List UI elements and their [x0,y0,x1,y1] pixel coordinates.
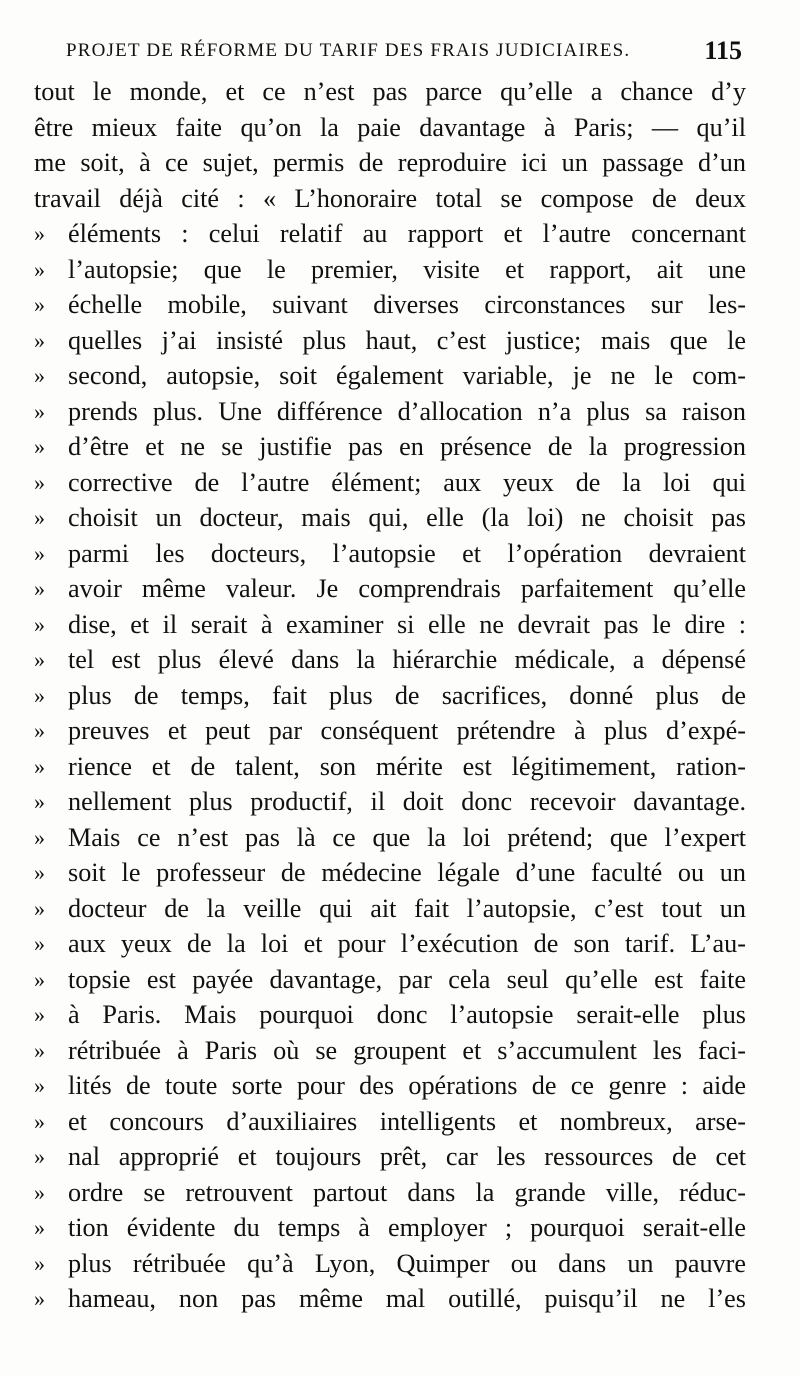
quote-mark: » [34,966,45,992]
line-text: nal approprié et toujours prêt, car les ressources de cet [68,1142,746,1171]
quote-mark: » [34,1144,45,1169]
text-line [34,181,746,217]
text-line [34,642,746,678]
line-text: prends plus. Une différence d’allocation n’a plus sa raison [68,396,746,426]
text-line [34,1104,746,1140]
text-line [34,749,746,785]
line-text: rétribuée à Paris où se groupent et s’accumulent les faci- [68,1035,746,1065]
quote-mark: » [34,860,45,885]
line-text: parmi les docteurs, l’autopsie et l’opération devraient [68,538,746,568]
line-text: corrective de l’autre élément; aux yeux de la loi qui [68,467,746,497]
text-line [34,323,746,359]
line-text: à Paris. Mais pourquoi donc l’autopsie serait-elle plus [68,1000,746,1029]
quote-mark: » [34,1250,45,1276]
quote-mark: » [34,540,45,566]
line-text: avoir même valeur. Je comprendrais parfaitement qu’elle [68,574,746,603]
text-line [34,820,746,856]
quote-mark: » [34,221,45,246]
quote-mark: » [34,363,45,388]
quote-mark: » [34,398,45,424]
text-line [34,1281,746,1317]
text-line [34,429,746,465]
text-line [34,607,746,643]
text-line [34,394,746,430]
body-text [34,74,746,1317]
quote-mark: » [34,1108,45,1134]
text-line [34,962,746,998]
line-text: me soit, à ce sujet, permis de reproduire ici un passage d’un [34,148,746,177]
text-line [34,1033,746,1069]
line-text: tout le monde, et ce n’est pas parce qu’elle a chance d’y [34,77,746,106]
quote-mark: » [34,292,45,317]
text-line [34,1175,746,1211]
line-text: l’autopsie; que le premier, visite et rapport, ait une [68,254,746,284]
text-line [34,571,746,607]
text-line [34,1139,746,1175]
text-line [34,891,746,927]
text-line [34,784,746,820]
text-line [34,536,746,572]
text-line [34,216,746,252]
quote-mark: » [34,576,45,601]
text-line [34,500,746,536]
line-text: aux yeux de la loi et pour l’exécution de son tarif. L’au- [68,929,746,958]
line-text: échelle mobile, suivant diverses circonstances sur les- [68,290,746,319]
line-text: lités de toute sorte pour des opérations de ce genre : aide [68,1071,746,1100]
text-line [34,1068,746,1104]
line-text: quelles j’ai insisté plus haut, c’est justice; mais que le [68,325,746,355]
line-text: second, autopsie, soit également variable, je ne le com- [68,361,746,390]
text-line [34,926,746,962]
text-line [34,358,746,394]
quote-mark: » [34,647,45,672]
line-text: docteur de la veille qui ait fait l’autopsie, c’est tout un [68,893,746,923]
line-text: topsie est payée davantage, par cela seul qu’elle est faite [68,964,746,994]
text-line [34,110,746,146]
quote-mark: » [34,1037,45,1063]
quote-mark: » [34,1179,45,1205]
text-line [34,1246,746,1282]
line-text: être mieux faite qu’on la paie davantage à Paris; — qu’il [34,112,746,142]
quote-mark: » [34,682,45,708]
line-text: ordre se retrouvent partout dans la grande ville, réduc- [68,1177,746,1207]
line-text: hameau, non pas même mal outillé, puisqu’il ne l’es [68,1284,746,1313]
text-line [34,855,746,891]
quote-mark: » [34,1002,45,1027]
quote-mark: » [34,931,45,956]
running-title: PROJET DE RÉFORME DU TARIF DES FRAIS JUDICIAIRES. [66,40,631,61]
text-line [34,713,746,749]
text-line [34,465,746,501]
quote-mark: » [34,824,45,850]
line-text: soit le professeur de médecine légale d’une faculté ou un [68,858,746,887]
quote-mark: » [34,611,45,637]
text-line [34,252,746,288]
quote-mark: » [34,256,45,282]
quote-mark: » [34,505,45,530]
text-line [34,74,746,110]
quote-mark: » [34,718,45,743]
quote-mark: » [34,327,45,353]
line-text: choisit un docteur, mais qui, elle (la loi) ne choisit pas [68,503,746,532]
line-text: rience et de talent, son mérite est légitimement, ration- [68,751,746,781]
line-text: et concours d’auxiliaires intelligents et nombreux, arse- [68,1106,746,1136]
quote-mark: » [34,1073,45,1098]
text-line [34,997,746,1033]
quote-mark: » [34,753,45,779]
quote-mark: » [34,895,45,921]
line-text: tion évidente du temps à employer ; pourquoi serait-elle [68,1213,746,1242]
line-text: dise, et il serait à examiner si elle ne devrait pas le dire : [68,609,746,639]
line-text: tel est plus élevé dans la hiérarchie médicale, a dépensé [68,645,746,674]
line-text: nellement plus productif, il doit donc recevoir davantage. [68,787,746,816]
quote-mark: » [34,434,45,459]
line-text: plus rétribuée qu’à Lyon, Quimper ou dans un pauvre [68,1248,746,1278]
line-text: travail déjà cité : « L’honoraire total se compose de deux [34,183,746,213]
quote-mark: » [34,1286,45,1311]
quote-mark: » [34,789,45,814]
line-text: éléments : celui relatif au rapport et l’autre concernant [68,219,746,248]
line-text: d’être et ne se justifie pas en présence de la progression [68,432,746,461]
text-line [34,678,746,714]
quote-mark: » [34,1215,45,1240]
text-line [34,287,746,323]
text-line [34,145,746,181]
page-header [66,36,742,66]
line-text: plus de temps, fait plus de sacrifices, donné plus de [68,680,746,710]
line-text: Mais ce n’est pas là ce que la loi prétend; que l’expert [68,822,746,852]
quote-mark: » [34,469,45,495]
text-line [34,1210,746,1246]
line-text: preuves et peut par conséquent prétendre à plus d’expé- [68,716,746,745]
page-number: 115 [704,36,742,65]
